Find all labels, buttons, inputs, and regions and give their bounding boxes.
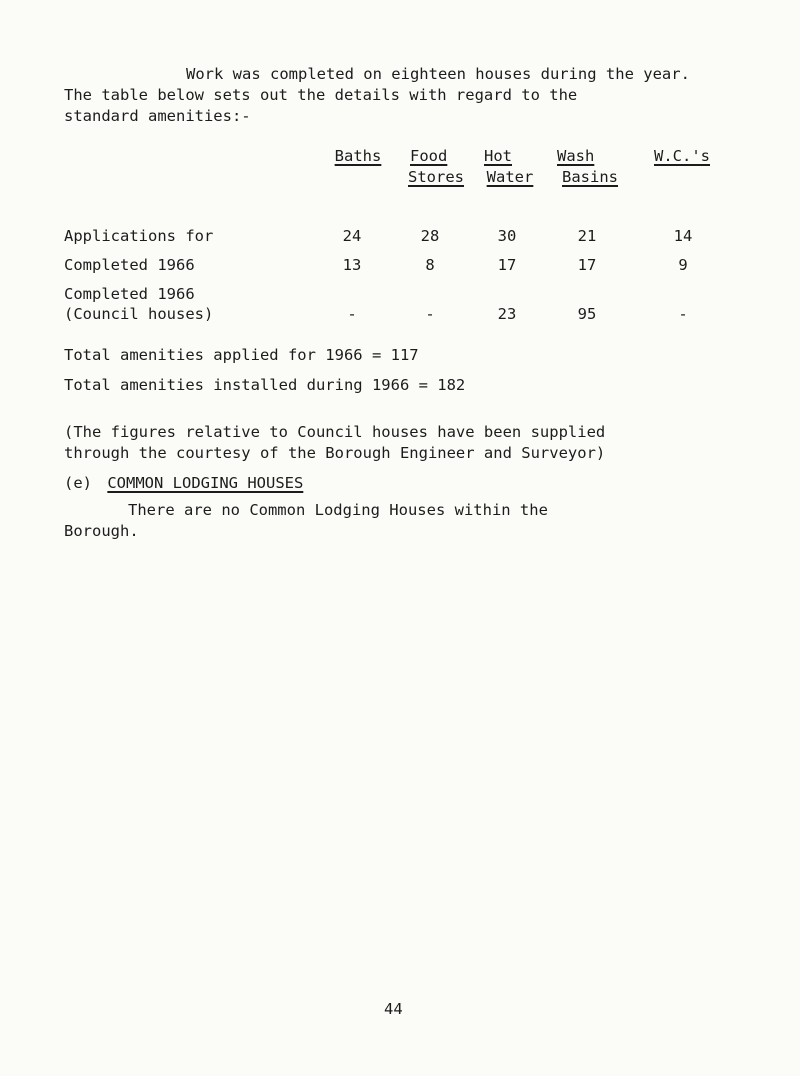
row-label-completed: Completed 1966	[64, 256, 195, 274]
intro-paragraph	[64, 64, 690, 127]
table-cell: -	[347, 305, 357, 323]
column-header-wash-basins: Wash Basins	[557, 147, 618, 186]
total-applied: Total amenities applied for 1966 = 117	[64, 346, 419, 364]
note-line: through the courtesy of the Borough Engineer and Surveyor)	[64, 444, 606, 462]
section-body-line: There are no Common Lodging Houses within the	[128, 501, 548, 519]
intro-line: standard amenities:-	[64, 107, 251, 125]
column-header-wcs: W.C.'s	[654, 147, 710, 165]
section-title: COMMON LODGING HOUSES	[107, 474, 304, 492]
table-cell: -	[425, 305, 435, 323]
table-cell: 28	[420, 227, 440, 245]
table-cell: 21	[577, 227, 597, 245]
page-number: 44	[384, 1000, 403, 1018]
section-body-line: Borough.	[64, 522, 139, 540]
table-cell: 9	[678, 256, 688, 274]
table-cell: 14	[673, 227, 693, 245]
column-header-baths: Baths	[334, 147, 382, 165]
table-cell: 8	[425, 256, 435, 274]
table-cell: 17	[497, 256, 517, 274]
column-header-food-stores: Food Stores	[408, 147, 464, 186]
table-cell: 17	[577, 256, 597, 274]
intro-line: Work was completed on eighteen houses during the year.	[186, 65, 690, 83]
table-cell: -	[678, 305, 688, 323]
note-paragraph	[64, 422, 605, 464]
table-cell: 23	[497, 305, 517, 323]
section-marker: (e)	[64, 474, 92, 492]
total-installed: Total amenities installed during 1966 = 182	[64, 376, 466, 394]
note-line: (The figures relative to Council houses have been supplied	[64, 423, 606, 441]
intro-line: The table below sets out the details with regard to the	[64, 86, 578, 104]
row-label-applications: Applications for	[64, 227, 214, 245]
section-body	[64, 500, 548, 542]
section-heading	[64, 474, 303, 492]
table-cell: 24	[342, 227, 362, 245]
column-header-hot-water: Hot Water	[484, 147, 534, 186]
row-label-completed-council: Completed 1966	[64, 285, 195, 303]
table-cell: 95	[577, 305, 597, 323]
table-cell: 30	[497, 227, 517, 245]
row-label-council-houses: (Council houses)	[64, 305, 214, 323]
table-cell: 13	[342, 256, 362, 274]
